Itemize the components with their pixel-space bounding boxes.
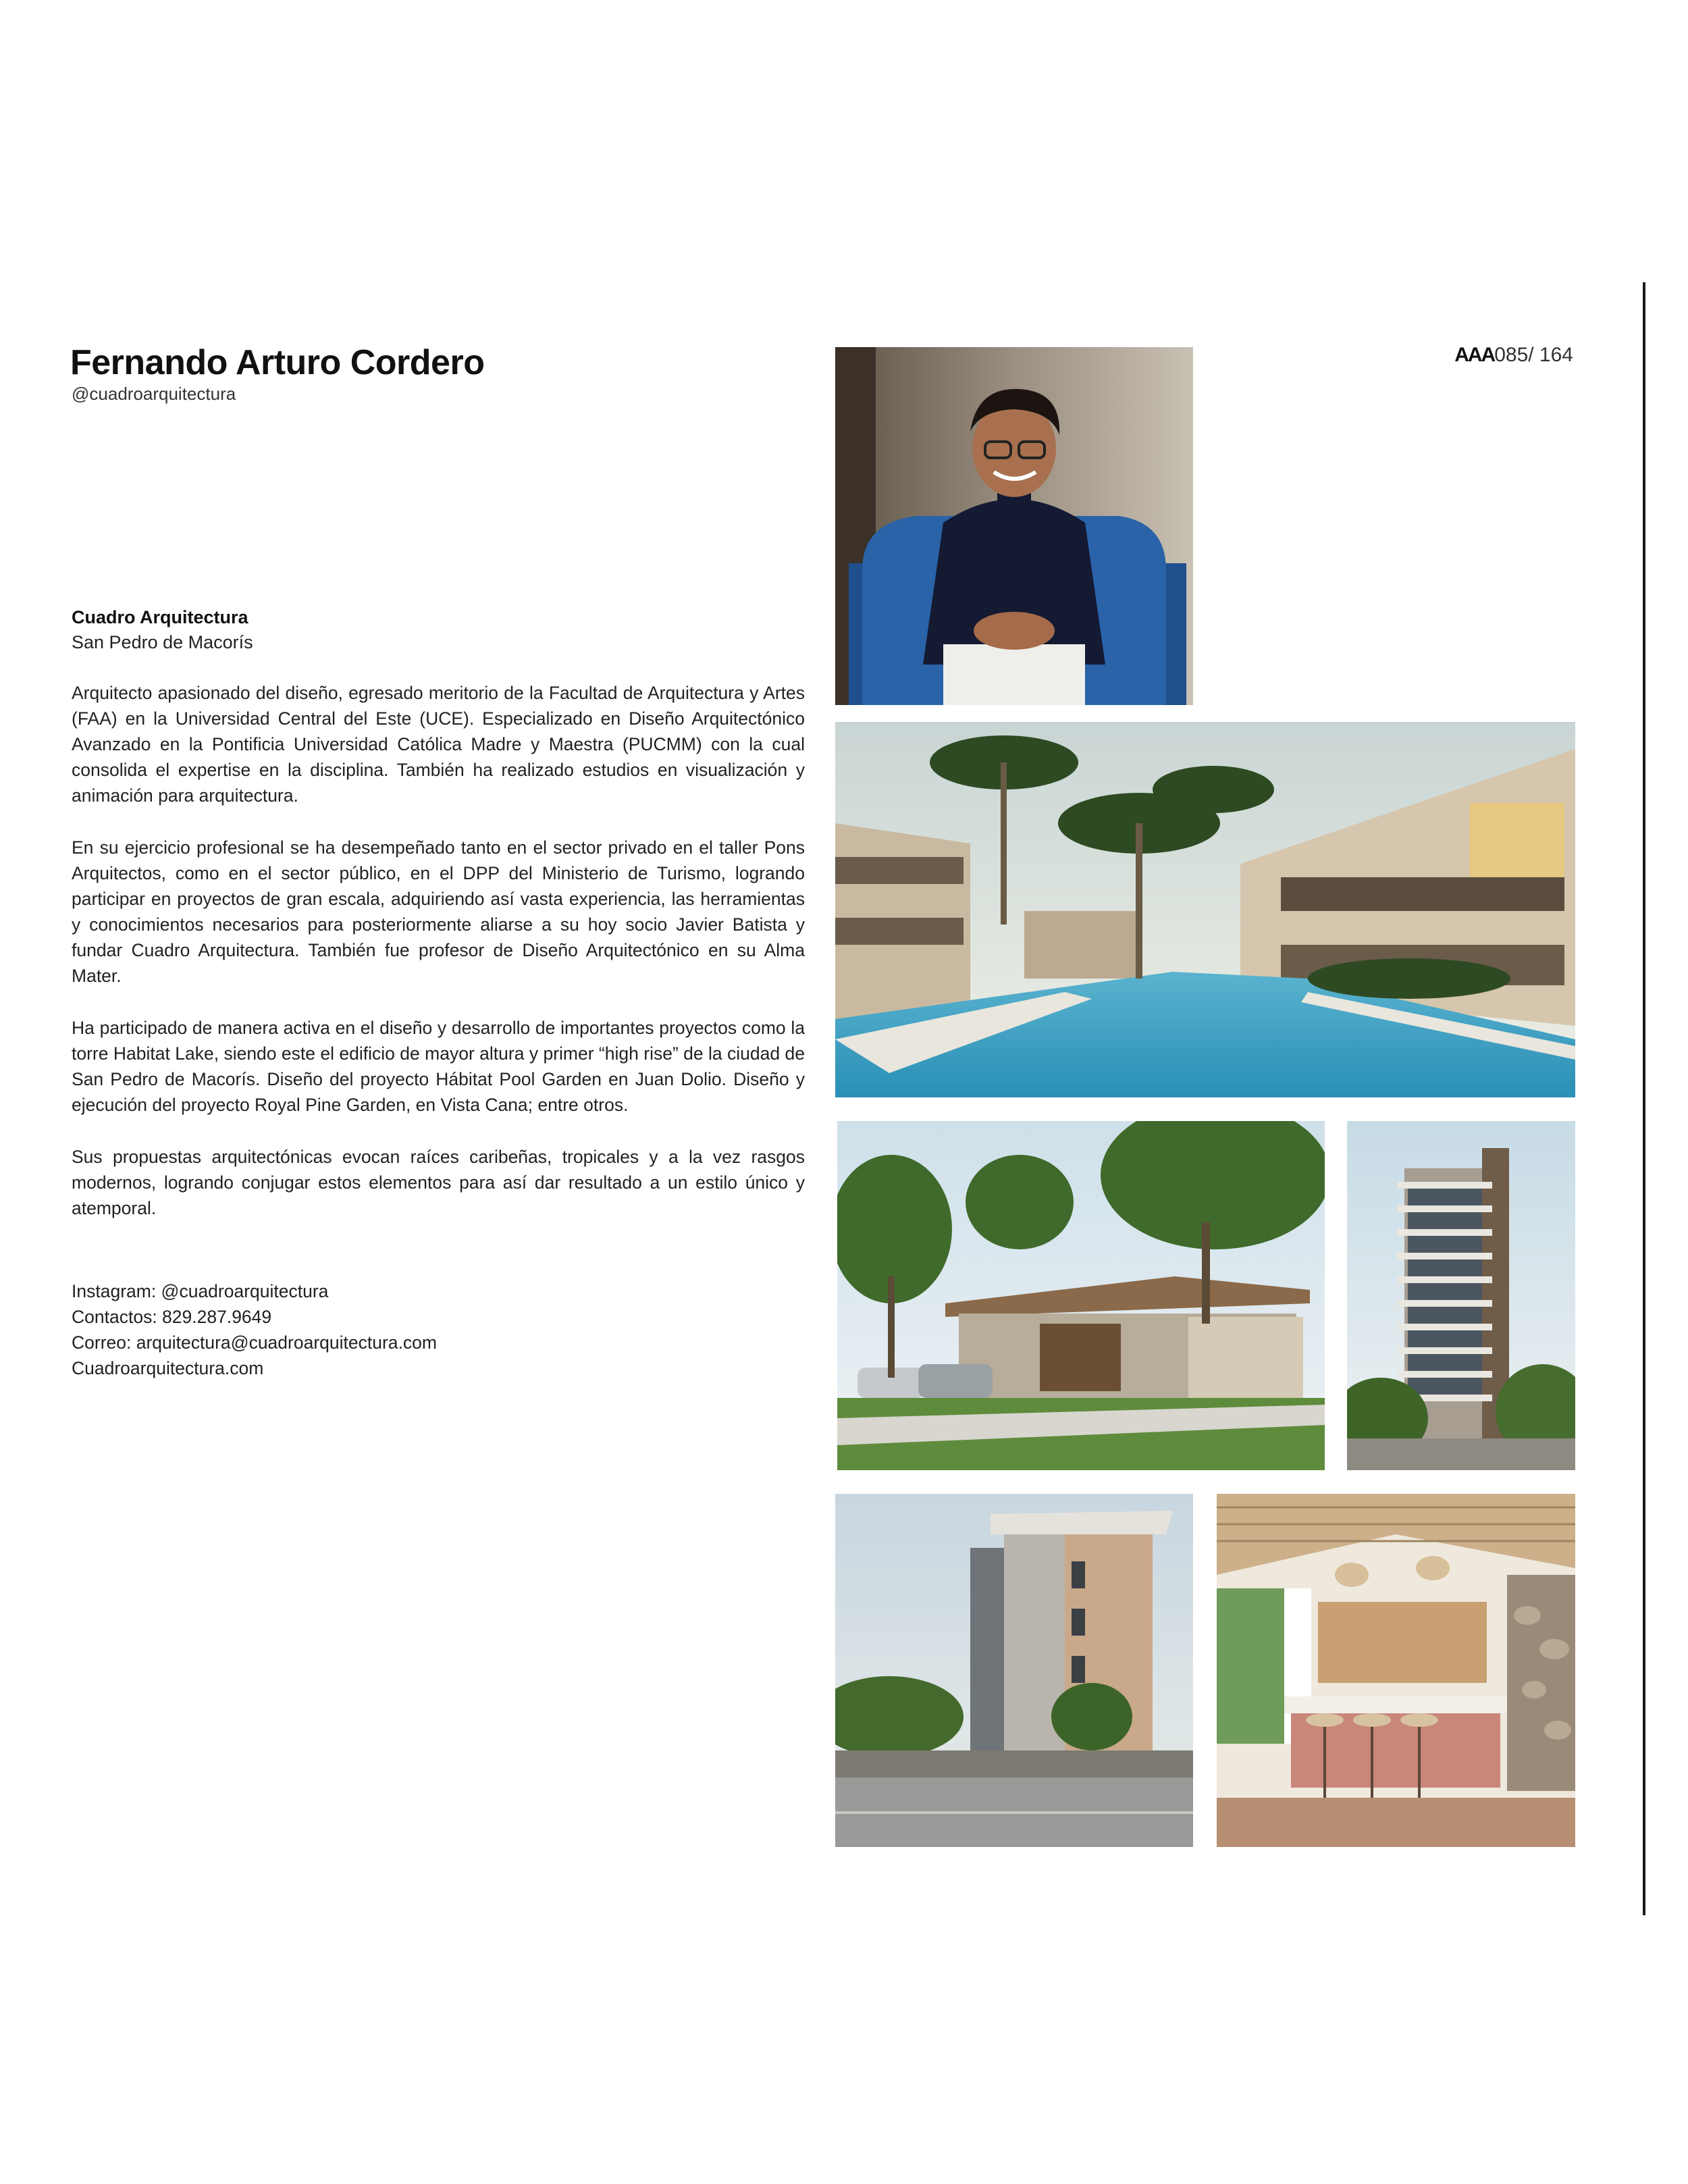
bio-paragraph: Ha participado de manera activa en el diseño y desarrollo de importantes proyectos como la torre Habitat Lake, siendo este el edificio de mayor altura y primer “high rise” de la ciudad de San Pedro de Macorís. Diseño del proyecto Hábitat Pool Garden en Juan Dolio. Diseño y ejecución del proyecto Royal Pine Garden, en Vista Cana; entre otros. (72, 1018, 805, 1115)
mid-rise-building-render (835, 1494, 1193, 1847)
bio-paragraph: Arquitecto apasionado del diseño, egresado meritorio de la Facultad de Arquitectura y Artes (FAA) en la Universidad Central del Este (UCE). Especializado en Diseño Arquitectónico Avanzado en la Pontificia Universidad Católica Madre y Maestra (PUCMM) con la cual consolida el expertise en la disciplina. También ha realizado estudios en visualización y animación para arquitectura. (72, 683, 805, 806)
page-number: 085 (1494, 344, 1529, 366)
kitchen-icon (1217, 1494, 1575, 1847)
architect-handle: @cuadroarquitectura (72, 384, 236, 404)
pool-villas-render (835, 722, 1575, 1097)
page-folio (1454, 342, 1573, 369)
email-contact: Correo: arquitectura@cuadroarquitectura.com (72, 1332, 437, 1353)
portrait-icon (835, 347, 1193, 705)
page-edge-rule (1643, 282, 1645, 1915)
portrait-photo (835, 347, 1193, 705)
website-contact: Cuadroarquitectura.com (72, 1358, 264, 1378)
bio-paragraph: En su ejercicio profesional se ha desempeñado tanto en el sector privado en el taller Pons Arquitectos, como en el sector público, en el DPP del Ministerio de Turismo, logrando participar en proyectos de gran escala, adquiriendo así vasta experiencia, las herramientas y conocimientos necesarios para posteriormente aliarse a su hoy socio Javier Batista y fundar Cuadro Arquitectura. También fue profesor de Diseño Arquitectónico en su Alma Mater. (72, 837, 805, 986)
pool-resort-icon (835, 722, 1575, 1097)
house-facade-render (837, 1121, 1325, 1470)
contact-info (72, 1278, 437, 1381)
page-total: / 164 (1528, 344, 1573, 366)
magazine-brand: AAA (1454, 344, 1495, 366)
phone-contact: Contactos: 829.287.9649 (72, 1307, 272, 1327)
bio-paragraph: Sus propuestas arquitectónicas evocan raíces caribeñas, tropicales y a la vez rasgos modernos, logrando conjugar estos elementos para así dar resultado a un estilo único y atemporal. (72, 1147, 805, 1218)
house-icon (837, 1121, 1325, 1470)
firm-city: San Pedro de Macorís (72, 632, 253, 652)
instagram-contact: Instagram: @cuadroarquitectura (72, 1281, 329, 1301)
kitchen-interior-render (1217, 1494, 1575, 1847)
tower-icon (1347, 1121, 1575, 1470)
biography (72, 680, 805, 1247)
high-rise-tower-render (1347, 1121, 1575, 1470)
firm-name: Cuadro Arquitectura (72, 607, 248, 627)
building-icon (835, 1494, 1193, 1847)
architect-name: Fernando Arturo Cordero (70, 343, 485, 382)
